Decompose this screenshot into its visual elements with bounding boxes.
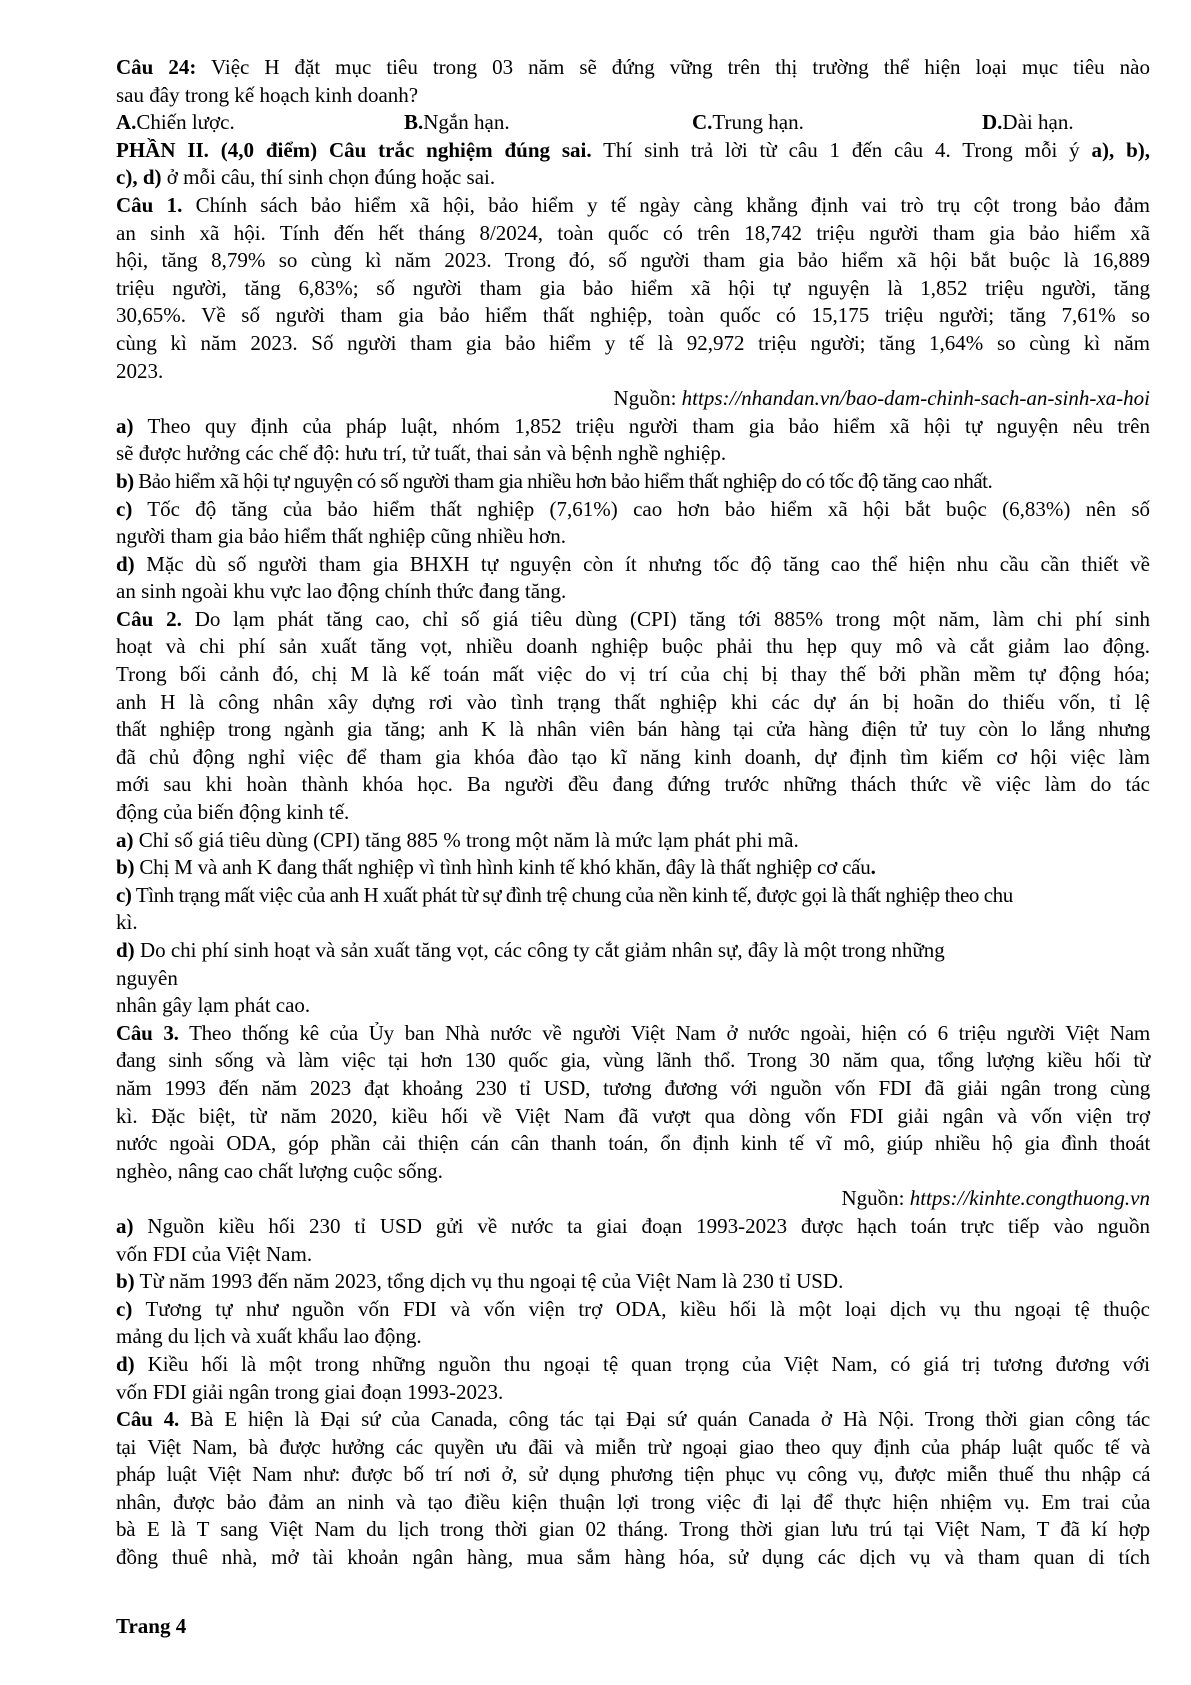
q24-option-a[interactable]	[116, 109, 404, 137]
q24-text: Việc H đặt mục tiêu trong 03 năm sẽ đứng vững trên thị trường thể hiện loại mục tiêu nào	[196, 55, 1150, 79]
item-label: b)	[116, 468, 134, 493]
q3-line: năm 1993 đến năm 2023 đạt khoảng 230 tỉ USD, tương đương với nguồn vốn FDI đã giải ngân trong cùng	[116, 1075, 1150, 1100]
q4-line	[116, 1406, 1150, 1434]
part2-instructions: Thí sinh trả lời từ câu 1 đến câu 4. Trong mỗi ý	[591, 137, 1092, 162]
part2-heading: PHẦN II. (4,0 điểm) Câu trắc nghiệm đúng sai.	[116, 137, 592, 162]
page-number: Trang 4	[116, 1614, 187, 1638]
q4-line: bà E là T sang Việt Nam du lịch trong thời gian 02 tháng. Trong thời gian lưu trú tại Việt Nam, T đã kí hợp	[116, 1517, 1150, 1542]
item-text: Theo quy định của pháp luật, nhóm 1,852 triệu người tham gia bảo hiểm xã hội tự nguyện nêu trên	[133, 413, 1150, 438]
q1-option-c	[116, 496, 1150, 524]
part2-bold-options: a), b),	[1091, 137, 1151, 162]
q2-text: Do lạm phát tăng cao, chỉ số giá tiêu dùng (CPI) tăng tới 885% trong một năm, làm chi phí sinh	[181, 606, 1150, 631]
item-label: c)	[116, 882, 132, 907]
q4-label: Câu 4.	[116, 1407, 180, 1432]
item-text: Tốc độ tăng của bảo hiểm thất nghiệp (7,61%) cao hơn bảo hiểm xã hội bắt buộc (6,83%) nên số	[132, 496, 1150, 521]
part2-heading-line-2	[116, 164, 1150, 192]
q1-option-d	[116, 551, 1150, 579]
q2-option-d	[116, 937, 1150, 965]
q1-option-b	[116, 468, 1150, 496]
item-text: Bảo hiểm xã hội tự nguyện có số người tham gia nhiều hơn bảo hiểm thất nghiệp do có tốc độ tăng cao nhất.	[133, 468, 993, 493]
q2-line	[116, 606, 1150, 634]
option-text: Chiến lược.	[136, 110, 235, 135]
q2-line: mới sau khi hoàn thành khóa học. Ba người đều đang đứng trước những thách thức về việc làm do tác	[116, 772, 1150, 797]
source-link[interactable]: https://nhandan.vn/bao-dam-chinh-sach-an-sinh-xa-hoi	[681, 386, 1150, 411]
option-key: A.	[116, 110, 137, 135]
q2-option-d-cont: nguyên	[116, 965, 178, 990]
q2-option-d-cont-2: nhân gây lạm phát cao.	[116, 993, 311, 1018]
item-text: Chỉ số giá tiêu dùng (CPI) tăng 885 % trong một năm là mức lạm phát phi mã.	[133, 827, 799, 852]
q4-line: nhân, được bảo đảm an ninh và tạo điều kiện thuận lợi trong việc đi lại để thực hiện nhiệm vụ. Em trai của	[116, 1489, 1150, 1514]
q1-line: an sinh xã hội. Tính đến hết tháng 8/2024, toàn quốc có trên 18,742 triệu người tham gia bảo hiểm xã	[116, 220, 1150, 245]
q3-option-a-cont: vốn FDI của Việt Nam.	[116, 1241, 313, 1266]
q3-source	[116, 1185, 1150, 1213]
source-prefix: Nguồn:	[613, 386, 682, 411]
document-page	[116, 54, 1150, 1572]
q1-line: hội, tăng 8,79% so cùng kì năm 2023. Trong đó, số người tham gia bảo hiểm xã hội bắt buộc là 16,889	[116, 248, 1150, 273]
q1-option-d-cont: an sinh ngoài khu vực lao động chính thức đang tăng.	[116, 579, 567, 604]
q24-line-1	[116, 54, 1150, 82]
option-text: Dài hạn.	[1002, 110, 1074, 135]
q2-line: hoạt và chi phí sản xuất tăng vọt, nhiều doanh nghiệp buộc phải thu hẹp quy mô và cắt giảm lao động.	[116, 634, 1150, 659]
q3-line: nước ngoài ODA, góp phần cải thiện cán cân thanh toán, ổn định kinh tế vĩ mô, giúp nhiều hộ gia đình thoát	[116, 1131, 1150, 1156]
q3-line	[116, 1020, 1150, 1048]
item-label: d)	[116, 551, 135, 576]
q1-option-a-cont: sẽ được hưởng các chế độ: hưu trí, tử tuất, thai sản và bệnh nghề nghiệp.	[116, 441, 727, 466]
q4-line: đồng thuê nhà, mở tài khoản ngân hàng, mua sắm hàng hóa, sử dụng các dịch vụ và tham quan di tích	[116, 1545, 1150, 1570]
item-text: Kiều hối là một trong những nguồn thu ngoại tệ quan trọng của Việt Nam, có giá trị tương đương với	[134, 1351, 1150, 1376]
q2-option-c-cont: kì.	[116, 910, 138, 935]
q1-text: Chính sách bảo hiểm xã hội, bảo hiểm y tế ngày càng khẳng định vai trò trụ cột trong bảo đảm	[182, 192, 1150, 217]
q24-option-b[interactable]	[404, 109, 692, 137]
q24-options	[116, 109, 1150, 137]
option-key: B.	[404, 110, 424, 135]
q3-option-d	[116, 1351, 1150, 1379]
source-link[interactable]: https://kinhte.congthuong.vn	[909, 1186, 1150, 1211]
q2-line: động của biến động kinh tế.	[116, 800, 350, 825]
item-label: a)	[116, 827, 134, 852]
q1-line: triệu người, tăng 6,83%; số người tham gia bảo hiểm xã hội tự nguyện là 1,852 triệu người, tăng	[116, 275, 1150, 300]
q2-option-a	[116, 827, 1150, 855]
option-text: Trung hạn.	[712, 110, 804, 135]
q3-option-b	[116, 1268, 1150, 1296]
q1-option-a	[116, 413, 1150, 441]
item-label: d)	[116, 938, 135, 962]
q3-label: Câu 3.	[116, 1020, 179, 1045]
item-text: Từ năm 1993 đến năm 2023, tổng dịch vụ thu ngoại tệ của Việt Nam là 230 tỉ USD.	[134, 1269, 844, 1294]
q2-line: anh H là công nhân xây dựng rơi vào tình trạng thất nghiệp khi các dự án bị hoãn do thiếu vốn, tỉ lệ	[116, 689, 1150, 714]
q2-label: Câu 2.	[116, 606, 182, 631]
q2-line: Trong bối cảnh đó, chị M là kế toán mất việc do vị trí của chị bị thay thế bởi phần mềm tự động hóa;	[116, 662, 1150, 687]
q1-option-c-cont: người tham gia bảo hiểm thất nghiệp cũng nhiều hơn.	[116, 524, 567, 549]
q3-line: đang sinh sống và làm việc tại hơn 130 quốc gia, vùng lãnh thổ. Trong 30 năm qua, tổng lượng kiều hối từ	[116, 1048, 1150, 1073]
part2-bold-options-2: c), d)	[116, 165, 162, 190]
option-text: Ngắn hạn.	[423, 110, 510, 135]
source-prefix: Nguồn:	[841, 1186, 910, 1211]
q3-text: Theo thống kê của Ủy ban Nhà nước về người Việt Nam ở nước ngoài, hiện có 6 triệu người Việt Nam	[178, 1020, 1150, 1045]
q2-line: thất nghiệp trong ngành gia tăng; anh K là nhân viên bán hàng tại cửa hàng điện tử tuy còn lo lắng nhưng	[116, 717, 1150, 742]
q1-label: Câu 1.	[116, 192, 183, 217]
item-label: a)	[116, 1213, 134, 1238]
q4-line: pháp luật Việt Nam như: được bố trí nơi ở, sử dụng phương tiện phục vụ công vụ, được miễn thuế thu nhập cá	[116, 1462, 1150, 1487]
q3-line: kì. Đặc biệt, từ năm 2020, kiều hối về Việt Nam đã vượt qua dòng vốn FDI giải ngân và vốn viện trợ	[116, 1103, 1150, 1128]
option-key: C.	[692, 110, 713, 135]
item-text: Chị M và anh K đang thất nghiệp vì tình hình kinh tế khó khăn, đây là thất nghiệp cơ cấu	[134, 855, 871, 880]
item-text: Nguồn kiều hối 230 tỉ USD gửi về nước ta giai đoạn 1993-2023 được hạch toán trực tiếp vào nguồn	[133, 1213, 1150, 1238]
q4-text: Bà E hiện là Đại sứ của Canada, công tác tại Đại sứ quán Canada ở Hà Nội. Trong thời gian công tác	[179, 1407, 1150, 1432]
q4-line: tại Việt Nam, bà được hưởng các quyền ưu đãi và miễn trừ ngoại giao theo quy định của pháp luật quốc tế và	[116, 1434, 1150, 1459]
q3-option-c	[116, 1296, 1150, 1324]
option-key: D.	[982, 110, 1003, 135]
item-text: Tương tự như nguồn vốn FDI và vốn viện trợ ODA, kiều hối là một loại dịch vụ thu ngoại tệ thuộc	[132, 1296, 1150, 1321]
q1-line: cùng kì năm 2023. Số người tham gia bảo hiểm y tế là 92,972 triệu người; tăng 1,64% so cùng kì năm	[116, 330, 1150, 355]
q2-option-c	[116, 882, 1150, 910]
item-text: Tình trạng mất việc của anh H xuất phát từ sự đình trệ chung của nền kinh tế, được gọi là thất nghiệp theo chu	[131, 882, 1013, 907]
item-label: d)	[116, 1351, 135, 1376]
q3-option-c-cont: mảng du lịch và xuất khẩu lao động.	[116, 1324, 422, 1349]
item-period: .	[870, 855, 876, 880]
q3-option-d-cont: vốn FDI giải ngân trong giai đoạn 1993-2023.	[116, 1379, 504, 1404]
item-label: b)	[116, 1269, 135, 1294]
item-label: c)	[116, 1296, 133, 1321]
q3-option-a	[116, 1213, 1150, 1241]
q1-source	[116, 385, 1150, 413]
item-label: b)	[116, 855, 135, 880]
q24-option-c[interactable]	[692, 109, 982, 137]
part2-instructions-2: ở mỗi câu, thí sinh chọn đúng hoặc sai.	[161, 165, 496, 190]
q3-line: nghèo, nâng cao chất lượng cuộc sống.	[116, 1158, 443, 1183]
item-label: c)	[116, 496, 133, 521]
item-label: a)	[116, 413, 134, 438]
q1-line	[116, 192, 1150, 220]
q1-line: 2023.	[116, 358, 164, 383]
item-text: Do chi phí sinh hoạt và sản xuất tăng vọt, các công ty cắt giảm nhân sự, đây là một trong những	[134, 938, 945, 962]
part2-heading-line-1	[116, 137, 1150, 165]
q24-label: Câu 24:	[116, 55, 197, 79]
item-text: Mặc dù số người tham gia BHXH tự nguyện còn ít nhưng tốc độ tăng cao thể hiện nhu cầu cần thiết về	[134, 551, 1150, 576]
q24-line-2: sau đây trong kế hoạch kinh doanh?	[116, 82, 419, 107]
q2-option-b	[116, 854, 1150, 882]
q24-option-d[interactable]	[982, 109, 1074, 137]
q2-line: đã chủ động nghỉ việc để tham gia khóa đào tạo kĩ năng kinh doanh, dự định tìm kiếm cơ hội việc làm	[116, 744, 1150, 769]
q1-line: 30,65%. Về số người tham gia bảo hiểm thất nghiệp, toàn quốc có 15,175 triệu người; tăng 7,61% so	[116, 303, 1150, 328]
